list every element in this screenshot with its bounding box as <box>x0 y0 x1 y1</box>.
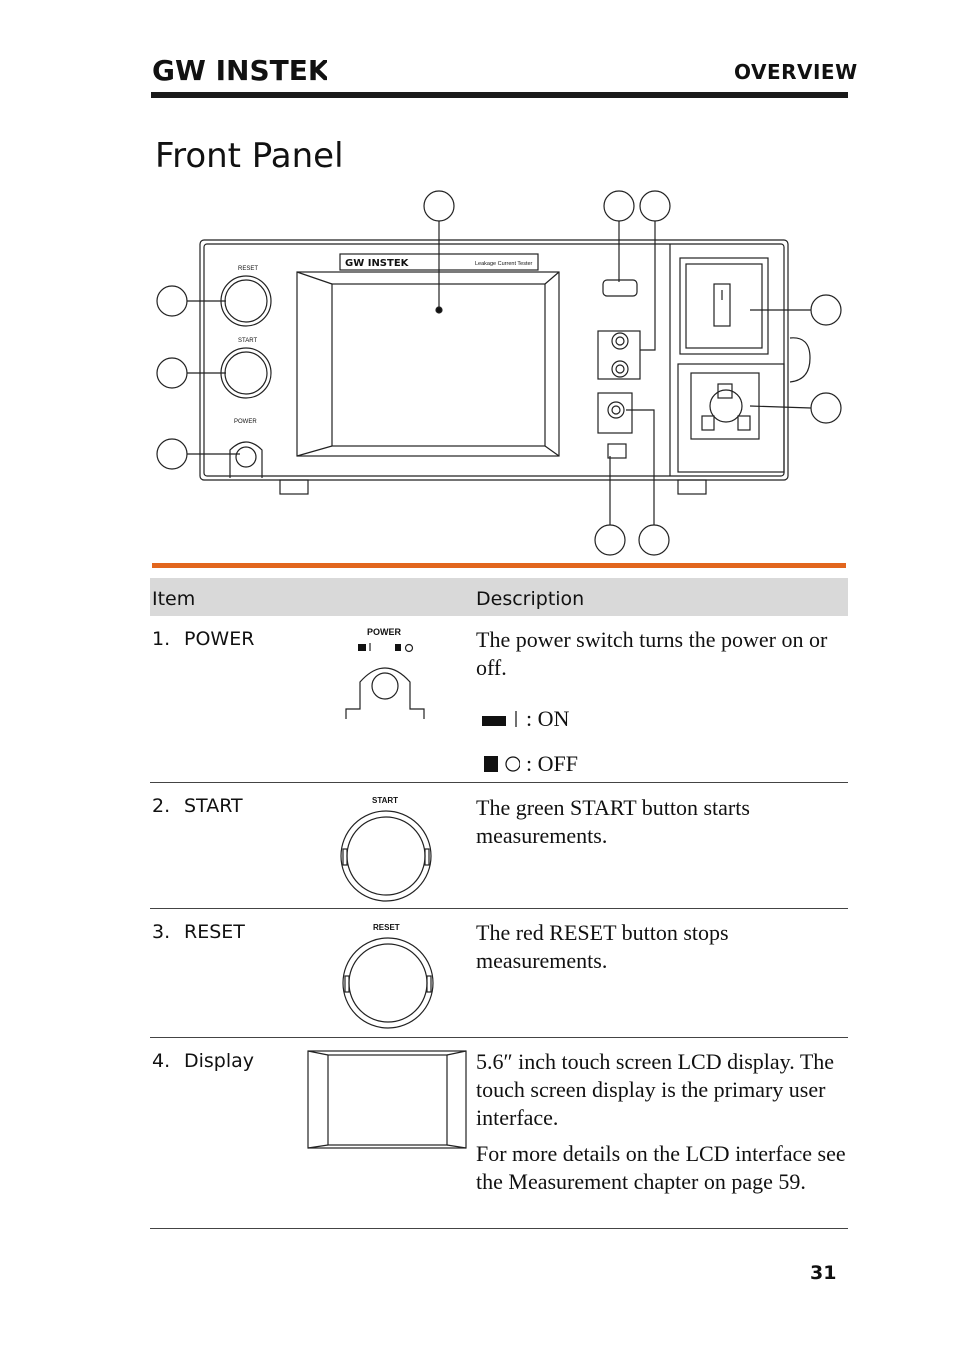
row-divider <box>150 1228 848 1229</box>
callout-6 <box>640 191 670 221</box>
section-title: OVERVIEW <box>734 60 858 84</box>
callout-10 <box>811 393 841 423</box>
svg-text:POWER: POWER <box>234 419 257 425</box>
svg-text:START: START <box>372 796 399 805</box>
device-label: Leakage Current Tester <box>475 261 533 267</box>
svg-text:POWER: POWER <box>367 627 402 637</box>
item-column-header: Item <box>152 588 196 610</box>
callout-5 <box>604 191 634 221</box>
table-row-item: 3. RESET <box>152 921 245 943</box>
row-divider <box>150 1037 848 1038</box>
power-on-icon <box>480 710 520 728</box>
callout-8 <box>639 525 669 555</box>
power-off-legend: : OFF <box>480 751 578 777</box>
callout-9 <box>811 295 841 325</box>
power-off-icon <box>480 754 520 774</box>
page-title: Front Panel <box>155 136 344 176</box>
table-row-item: 2. START <box>152 795 243 817</box>
lcd-display-image <box>307 1050 467 1155</box>
power-switch-image <box>340 624 430 729</box>
callout-7 <box>595 525 625 555</box>
table-header <box>150 578 848 616</box>
table-row-item: 4. Display <box>152 1050 255 1072</box>
start-description: The green START button starts measurements. <box>476 795 750 848</box>
page-number: 31 <box>810 1262 837 1284</box>
svg-text:RESET: RESET <box>373 923 400 932</box>
display-description: 5.6″ inch touch screen LCD display. The touch screen display is the primary user interface. For more details on the LCD interface see the Measurement chapter on page 59. <box>476 1049 846 1194</box>
row-divider <box>150 782 848 783</box>
power-description: The power switch turns the power on or off. <box>476 627 828 680</box>
callout-1 <box>157 439 187 469</box>
power-on-legend: : ON <box>480 706 569 732</box>
svg-text:START: START <box>238 338 258 344</box>
description-column-header: Description <box>476 588 585 610</box>
table-row-item: 1. POWER <box>152 628 255 650</box>
row-divider <box>150 908 848 909</box>
callout-2 <box>157 358 187 388</box>
svg-text:GW INSTEK: GW INSTEK <box>345 258 409 269</box>
callout-3 <box>157 286 187 316</box>
reset-button-image <box>342 921 434 1036</box>
reset-description: The red RESET button stops measurements. <box>476 920 729 973</box>
brand-logo-text: GW INSTEK <box>152 54 327 86</box>
callout-4 <box>424 191 454 221</box>
front-panel-diagram <box>150 188 850 558</box>
svg-text:RESET: RESET <box>238 266 259 272</box>
start-button-image <box>340 794 432 909</box>
header-divider <box>151 92 848 98</box>
brand-logo <box>152 52 327 86</box>
diagram-divider <box>152 563 846 568</box>
